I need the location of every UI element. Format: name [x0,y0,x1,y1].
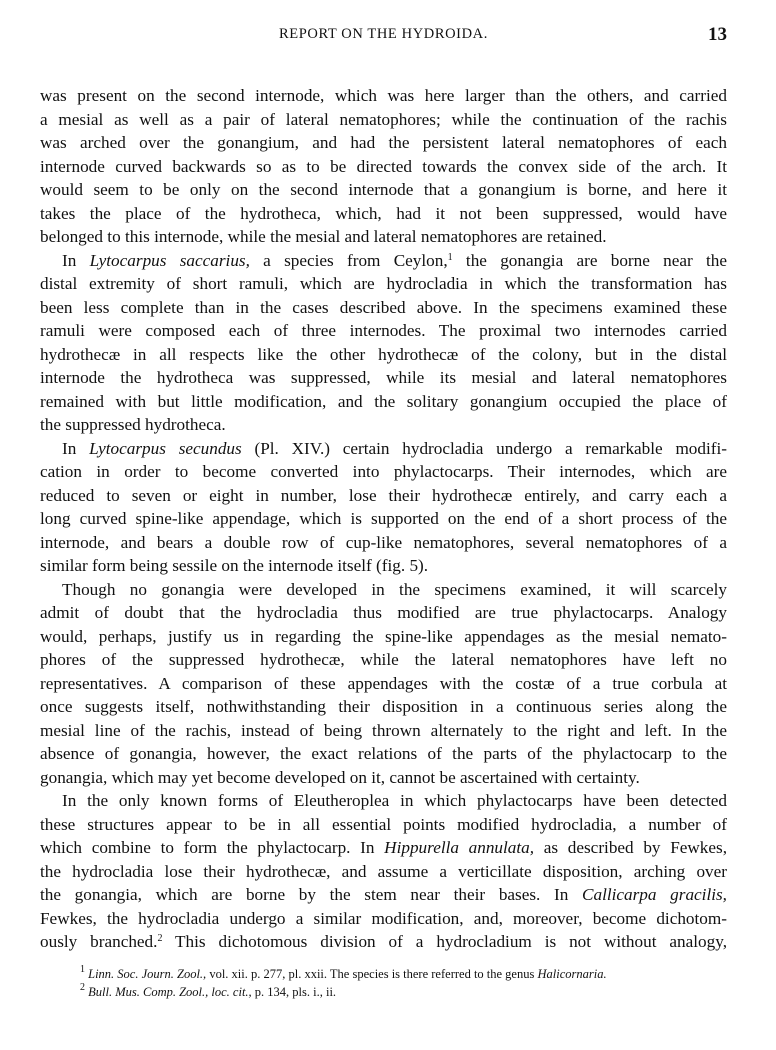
italic-text: Bull. Mus. Comp. Zool., loc. cit., [85,985,252,999]
text-run: Fewkes, the hydrocladia undergo a similar modification, and, moreover, become dichotom- [40,908,727,928]
text-line [40,202,727,226]
text-line [40,319,727,343]
text-line [40,789,727,813]
text-run: which combine to form the phylactocarp. In [40,838,385,857]
text-line [40,601,727,625]
text-line [40,178,727,202]
footnote-marker: 1 [80,964,85,975]
italic-text: Lytocarpus saccarius, [89,250,250,270]
text-run: absence of gonangia, however, the exact relations of the parts of the phylactocarp to the [40,744,727,763]
text-run: would seem to be only on the second internode that a gonangium is borne, and here it [40,180,727,199]
text-line [40,578,727,602]
text-run: these structures appear to be in all essential points modified hydrocladia, a number of [40,814,727,834]
text-run: p. 134, pls. i., ii. [251,985,337,999]
text-line [40,860,727,884]
italic-text: Halicornaria. [537,967,607,981]
text-run: ously branched. [40,932,158,951]
page-number: 13 [708,24,727,45]
text-run: representatives. A comparison of these appendages with the costæ of a true corbula at [40,673,727,693]
text-run: gonangia, which may yet become developed on it, cannot be ascertained with certainty. [40,767,640,787]
footnote-marker: 2 [157,933,163,944]
text-run: as described by Fewkes, [534,838,728,857]
text-run: internode the hydrotheca was suppressed, while its mesial and lateral nematophores [40,368,727,387]
text-run: the gonangia, which are borne by the stem near their bases. In [40,885,583,904]
text-line [40,531,727,555]
footnote-marker: 1 [447,251,453,263]
text-run: was present on the second internode, which was here larger than the others, and carried [40,86,727,105]
footnote-marker: 2 [80,982,85,993]
text-line [40,883,727,907]
text-line [40,390,727,414]
text-run: hydrothecæ in all respects like the other hydrothecæ of the colony, but in the distal [40,344,727,364]
text-line [40,225,727,249]
text-run: (Pl. XIV.) certain hydrocladia undergo a remarkable modifi- [241,438,727,458]
text-run: a mesial as well as a pair of lateral nematophores; while the continuation of the rachis [40,109,727,129]
text-run: remained with but little modification, and the solitary gonangium occupied the place of [40,391,727,411]
text-run: long curved spine-like appendage, which is supported on the end of a short process of the [40,509,727,528]
body-text [40,84,727,954]
text-line [40,413,727,437]
text-line [40,108,727,132]
text-run: This dichotomous division of a hydrocladium is not without analogy, [162,932,727,951]
text-run: been less complete than in the cases described above. In the specimens examined these [40,297,727,317]
text-line [40,907,727,931]
text-line [40,719,727,743]
text-run: was arched over the gonangium, and had the persistent lateral nematophores of each [40,133,727,152]
text-line [40,625,727,649]
text-line [40,742,727,766]
text-run: vol. xii. p. 277, pl. xxii. The species is there referred to the genus [206,967,538,981]
italic-text: Callicarpa gracilis, [582,885,727,904]
text-line [40,766,727,790]
text-run: would, perhaps, justify us in regarding the spine-like appendages as the mesial nemato- [40,626,727,646]
text-line [40,437,727,461]
text-line [40,272,727,296]
text-run: distal extremity of short ramuli, which are hydrocladia in which the transformation has [40,274,727,293]
text-run: belonged to this internode, while the mesial and lateral nematophores are retained. [40,227,607,246]
text-line [40,648,727,672]
running-title: REPORT ON THE HYDROIDA. [279,26,488,42]
text-line [40,813,727,837]
italic-text: Linn. Soc. Journ. Zool., [85,967,207,981]
text-run: takes the place of the hydrotheca, which, had it not been suppressed, would have [40,203,727,223]
text-run: cation in order to become converted into phylactocarps. Their internodes, which are [40,462,727,481]
text-run: In [62,438,90,458]
text-run: mesial line of the rachis, instead of being thrown alternately to the right and left. In the [40,720,727,740]
text-line [40,343,727,367]
text-run: a species from Ceylon, [249,250,448,270]
text-line [40,84,727,108]
text-run: internode curved backwards so as to be directed towards the convex side of the arch. It [40,156,727,176]
text-run: similar form being sessile on the internode itself (fig. 5). [40,556,429,575]
text-line [40,249,727,273]
footnotes [80,965,730,1001]
text-run: In [62,250,90,270]
text-line [40,695,727,719]
text-run: admit of doubt that the hydrocladia thus modified are true phylactocarps. Analogy [40,603,727,622]
footnote [80,983,730,1001]
text-line [40,672,727,696]
text-line [40,366,727,390]
text-run: the gonangia are borne near the [452,250,727,270]
text-run: the hydrocladia lose their hydrothecæ, and assume a verticillate disposition, arching over [40,861,727,881]
text-line [40,507,727,531]
text-run: Though no gonangia were developed in the specimens examined, it will scarcely [62,579,727,599]
text-line [40,930,727,954]
text-run: reduced to seven or eight in number, lose their hydrothecæ entirely, and carry each a [40,485,727,505]
italic-text: Lytocarpus secundus [89,438,242,458]
text-run: ramuli were composed each of three internodes. The proximal two internodes carried [40,321,727,340]
running-header [40,24,727,48]
text-line [40,155,727,179]
text-line [40,554,727,578]
text-run: internode, and bears a double row of cup-like nematophores, several nematophores of a [40,532,727,552]
text-line [40,484,727,508]
text-run: the suppressed hydrotheca. [40,415,226,434]
italic-text: Hippurella annulata, [384,838,535,857]
text-run: once suggests itself, nothwithstanding their disposition in a continuous series along the [40,697,727,716]
text-line [40,296,727,320]
text-line [40,460,727,484]
text-run: In the only known forms of Eleutheroplea in which phylactocarps have been detected [62,791,727,810]
footnote [80,965,730,983]
text-run: phores of the suppressed hydrothecæ, while the lateral nematophores have left no [40,650,727,669]
text-line [40,131,727,155]
text-line [40,836,727,860]
